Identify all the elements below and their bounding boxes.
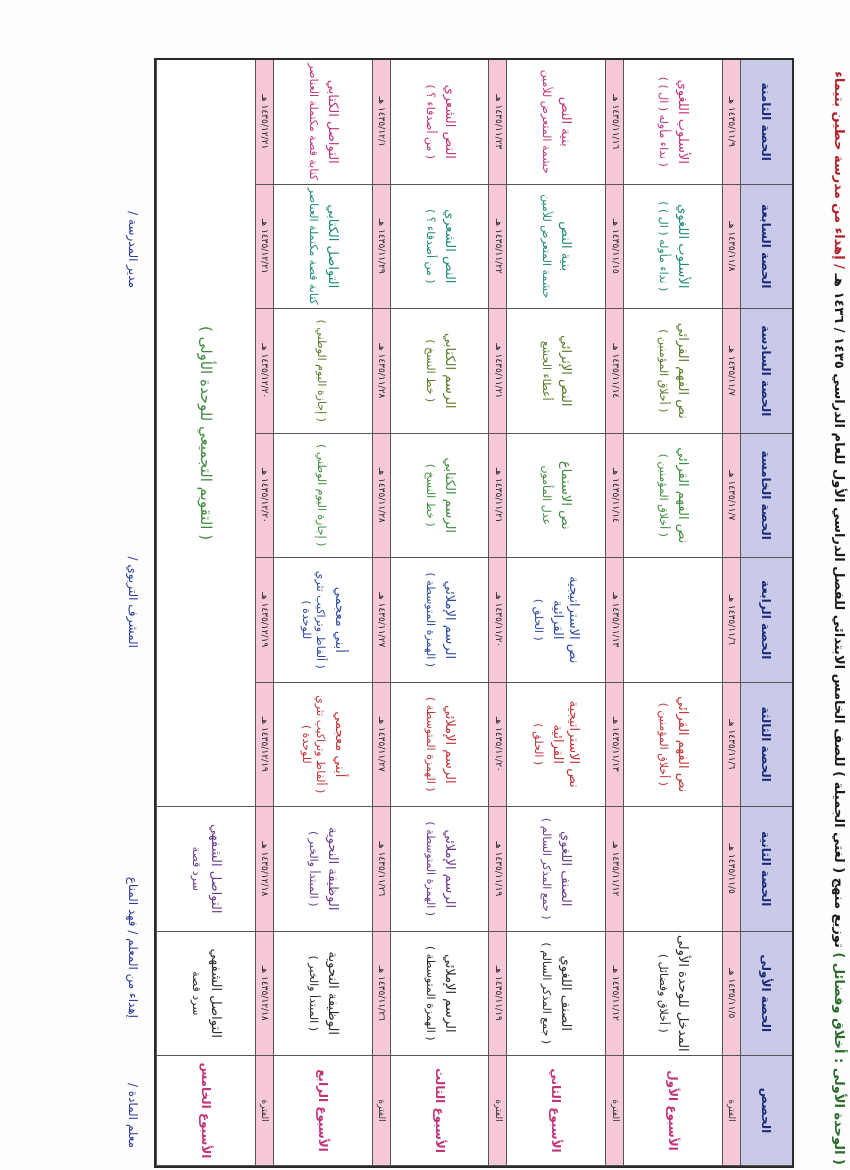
date-text: ١٤٣٥/١٢/٢١ هـ: [259, 218, 270, 274]
date-text: ١٤٣٥/١٢/١٨ هـ: [259, 965, 270, 1021]
date-cell: [605, 309, 623, 434]
date-text: ١٤٣٥/١٢/٢١ هـ: [259, 94, 270, 150]
date-text: ١٤٣٥/١١/٢٨ هـ: [376, 343, 387, 399]
date-text: ١٤٣٥/١١/٢٧ هـ: [376, 716, 387, 772]
date-text: ١٤٣٥/١٢/١٨ هـ: [259, 841, 270, 897]
date-text: ١٤٣٥/١١/٢٠ هـ: [492, 716, 503, 772]
week-label-text: الأسبوع الأول: [666, 1070, 681, 1151]
lesson-subtitle: ( نداء مأوله ( ال ) ): [657, 76, 671, 167]
lesson-title: نص الفهم القرائي: [675, 696, 691, 793]
date-text: ١٤٣٥/١١/١٣ هـ: [609, 716, 620, 772]
date-cell: [605, 683, 623, 808]
date-cell: [605, 434, 623, 559]
lesson-title: بنية النص: [558, 221, 574, 272]
lesson-cell: [390, 683, 489, 808]
period-label-text: الفترة: [726, 1099, 737, 1122]
date-cell: [372, 932, 390, 1057]
date-text: ١٤٣٥/١١/١٩ هـ: [492, 841, 503, 897]
lesson-cell: [390, 807, 489, 932]
footer-supervisor: المشرف التربوي /: [126, 556, 140, 648]
lesson-subtitle: ( من أصدقاء ؟ ): [423, 208, 437, 284]
lesson-subtitle: ( الحلق ): [532, 723, 546, 766]
date-cell: [722, 60, 740, 185]
header-label-text: الحصص: [759, 1087, 774, 1134]
header-period-text: الحصة الثامنة: [759, 82, 774, 161]
week-label-3: [390, 1056, 489, 1166]
lesson-cell: [390, 309, 489, 434]
lesson-title: المدخل للوحدة الأولى: [675, 934, 691, 1052]
lesson-cell: [623, 309, 722, 434]
lesson-subtitle: ( من أصدقاء ؟ ): [423, 84, 437, 160]
date-text: ١٤٣٥/١٢/١٩ هـ: [259, 592, 270, 648]
lesson-cell: [623, 558, 722, 683]
lesson-cell: [506, 932, 605, 1057]
lesson-title: النص الشعري: [441, 209, 457, 284]
lesson-title: التواصل الشفهي: [207, 948, 223, 1038]
date-text: ١٤٣٥/١١/٢٣ هـ: [492, 94, 503, 150]
header-period-6: [740, 309, 792, 434]
lesson-title: التواصل الشفهي: [207, 824, 223, 914]
date-cell: [722, 807, 740, 932]
lesson-cell: [273, 185, 372, 310]
date-cell: [605, 807, 623, 932]
date-cell: [722, 309, 740, 434]
header-periods-label: [740, 1056, 792, 1166]
header-period-8: [740, 60, 792, 185]
week-label-text: الأسبوع الثالث: [432, 1068, 447, 1153]
week-label-text: الأسبوع الرابع: [315, 1069, 330, 1152]
date-text: ١٤٣٥/١١/٢٧ هـ: [376, 592, 387, 648]
lesson-cell: [156, 932, 255, 1057]
date-cell: [488, 683, 506, 808]
date-cell: [372, 807, 390, 932]
lesson-title: الأسلوب اللغوي: [675, 204, 691, 289]
lesson-cell: [390, 434, 489, 559]
lesson-subtitle: عدل المأمون: [540, 465, 554, 526]
lesson-title: نص الاستراتيجية القرائية: [550, 700, 582, 788]
lesson-cell: [273, 807, 372, 932]
header-period-2: [740, 807, 792, 932]
date-cell: [255, 683, 273, 808]
header-period-4: [740, 558, 792, 683]
date-cell: [722, 185, 740, 310]
lesson-title: الوظيفة النحوية: [324, 951, 340, 1035]
date-text: ١٤٣٥/١١/٥ هـ: [726, 843, 737, 894]
date-cell: [372, 185, 390, 310]
footer-teacher: معلم المادة /: [126, 1082, 140, 1148]
date-text: ١٤٣٥/١١/٥ هـ: [726, 968, 737, 1019]
date-cell: [605, 932, 623, 1057]
lesson-cell: [506, 434, 605, 559]
date-text: ١٤٣٥/١١/١٢ هـ: [609, 841, 620, 897]
date-cell: [372, 683, 390, 808]
header-period-text: الحصة السادسة: [759, 325, 774, 417]
date-cell: [372, 434, 390, 559]
period-label-cell: [488, 1056, 506, 1166]
week-label-4: [273, 1056, 372, 1166]
header-period-3: [740, 683, 792, 808]
lesson-subtitle: ( أخلاق المؤمنين ): [657, 702, 671, 786]
lesson-subtitle: ( خط النسخ ): [423, 339, 437, 403]
signature-footer: [110, 58, 150, 1168]
lesson-cell: [623, 683, 722, 808]
lesson-title: نص الفهم القرائي: [675, 447, 691, 544]
lesson-cell: [156, 807, 255, 932]
lesson-cell: [273, 434, 372, 559]
lesson-subtitle: ( جمع المذكر السالم ): [540, 817, 554, 920]
lesson-cell: [623, 185, 722, 310]
date-cell: [372, 309, 390, 434]
lesson-cell: [273, 932, 372, 1057]
lesson-subtitle: سرد قصة: [189, 971, 203, 1016]
lesson-title: الرسم الكتابي: [441, 333, 457, 409]
lesson-cell: [273, 60, 372, 185]
lesson-title: أبني معجمي: [331, 711, 347, 778]
lesson-cell: [506, 683, 605, 808]
date-cell: [488, 558, 506, 683]
date-cell: [605, 185, 623, 310]
lesson-title: الرسم الإملائي: [441, 580, 457, 660]
assessment-span-cell: [156, 60, 255, 807]
week-label-text: الأسبوع الخامس: [198, 1062, 213, 1159]
lesson-subtitle: حشمة المتعرض للأمين: [540, 69, 554, 174]
lesson-cell: [506, 309, 605, 434]
date-cell: [488, 309, 506, 434]
date-text: ١٤٣٥/١٢/٢٠ هـ: [259, 467, 270, 523]
lesson-subtitle: ( الهمزة المتوسطة ): [423, 821, 437, 917]
lesson-subtitle: ( إجازة اليوم الوطني ): [314, 319, 328, 422]
date-text: ١٤٣٥/١٢/٢٠ هـ: [259, 343, 270, 399]
date-text: ١٤٣٥/١١/١٣ هـ: [609, 592, 620, 648]
date-cell: [605, 60, 623, 185]
date-cell: [255, 185, 273, 310]
date-text: ١٤٣٥/١١/١٩ هـ: [492, 965, 503, 1021]
lesson-cell: [623, 932, 722, 1057]
lesson-subtitle: ( الهمزة المتوسطة ): [423, 696, 437, 792]
lesson-title: أبني معجمي: [331, 586, 347, 653]
date-text: ١٤٣٥/١١/١٤ هـ: [609, 343, 620, 399]
period-label-text: الفترة: [259, 1099, 270, 1122]
lesson-title: نص الاستماع: [558, 460, 574, 530]
lesson-title: النص الشعري: [441, 84, 457, 159]
date-cell: [372, 60, 390, 185]
date-cell: [255, 60, 273, 185]
date-text: ١٤٣٥/١١/١٤ هـ: [609, 467, 620, 523]
header-period-text: الحصة الأولى: [759, 954, 774, 1033]
date-text: ١٤٣٥/١٢/١ هـ: [376, 96, 387, 147]
date-text: ١٤٣٥/١١/٢٨ هـ: [376, 467, 387, 523]
header-period-text: الحصة السابعة: [759, 204, 774, 289]
date-text: ١٤٣٥/١١/٧ هـ: [726, 470, 737, 521]
date-text: ١٤٣٥/١١/٢١ هـ: [492, 343, 503, 399]
lesson-title: نص الفهم القرائي: [675, 322, 691, 419]
lesson-subtitle: ( المبتدأ والخبر ): [306, 955, 320, 1032]
date-text: ١٤٣٥/١١/٢٦ هـ: [376, 841, 387, 897]
lesson-cell: [390, 932, 489, 1057]
lesson-title: الرسم الإملائي: [441, 953, 457, 1033]
lesson-subtitle: ( خط النسخ ): [423, 463, 437, 527]
header-period-text: الحصة الثانية: [759, 831, 774, 907]
page-title: [826, 0, 850, 1165]
title-part-main: توزيع منهج ( لغتي الجميلة ) للصف الخامس الابتدائي للفصل الدراسي الأول للعام الدراسي ١٤٣٥ / ١٤٣٦ هـ: [831, 273, 846, 948]
lesson-title: الرسم الكتابي: [441, 457, 457, 534]
date-text: ١٤٣٥/١١/٢٩ هـ: [376, 218, 387, 274]
week-label-text: الأسبوع الثاني: [549, 1068, 564, 1153]
date-text: ١٤٣٥/١٢/١٩ هـ: [259, 716, 270, 772]
assessment-text: ( التقويم التجميعي للوحدة الأولى ): [196, 325, 215, 541]
lesson-cell: [390, 185, 489, 310]
period-label-text: الفترة: [609, 1099, 620, 1122]
week-label-5: [156, 1056, 255, 1166]
lesson-subtitle: ( نداء مأوله ( ال ) ): [657, 201, 671, 292]
lesson-subtitle: ( إجازة اليوم الوطني ): [314, 444, 328, 547]
lesson-subtitle: ( الحلق ): [532, 598, 546, 641]
title-part-school: / إهداء من مدرسة حطين بتيماء: [831, 71, 846, 269]
lesson-subtitle: ( ألفاظ وتراكيب تثري للوحدة ): [299, 570, 327, 669]
date-text: ١٤٣٥/١١/٨ هـ: [726, 221, 737, 272]
header-period-5: [740, 434, 792, 559]
date-text: ١٤٣٥/١١/١٢ هـ: [609, 965, 620, 1021]
lesson-cell: [390, 60, 489, 185]
title-part-unit: ( الوحدة الأولى : أخلاق وفضائل ): [831, 952, 846, 1165]
period-label-cell: [255, 1056, 273, 1166]
header-period-text: الحصة الخامسة: [759, 450, 774, 540]
date-cell: [255, 309, 273, 434]
curriculum-table: [154, 58, 794, 1168]
date-text: ١٤٣٥/١١/٦ هـ: [726, 719, 737, 770]
date-cell: [255, 558, 273, 683]
period-label-text: الفترة: [376, 1099, 387, 1122]
lesson-cell: [390, 558, 489, 683]
date-text: ١٤٣٥/١١/٧ هـ: [726, 345, 737, 396]
lesson-subtitle: ( جمع المذكر السالم ): [540, 942, 554, 1045]
lesson-title: الرسم الإملائي: [441, 704, 457, 784]
header-period-1: [740, 932, 792, 1057]
lesson-subtitle: كتابة قصة مكتملة العناصر: [306, 63, 320, 181]
date-text: ١٤٣٥/١١/١٥ هـ: [609, 218, 620, 274]
lesson-subtitle: ( ألفاظ وتراكيب تثري للوحدة ): [299, 695, 327, 794]
date-cell: [722, 434, 740, 559]
lesson-title: التواصل الكتابي: [324, 204, 340, 289]
week-label-1: [623, 1056, 722, 1166]
period-label-cell: [722, 1056, 740, 1166]
date-text: ١٤٣٥/١١/٢٢ هـ: [492, 218, 503, 274]
period-label-text: الفترة: [492, 1099, 503, 1122]
lesson-title: الصنف اللغوي: [558, 831, 574, 907]
lesson-subtitle: ( أخلاق المؤمنين ): [657, 453, 671, 537]
lesson-cell: [273, 558, 372, 683]
week-label-2: [506, 1056, 605, 1166]
lesson-subtitle: ( المبتدأ والخبر ): [306, 830, 320, 907]
lesson-cell: [273, 683, 372, 808]
date-cell: [372, 558, 390, 683]
lesson-cell: [623, 807, 722, 932]
lesson-title: التواصل الكتابي: [324, 79, 340, 164]
lesson-subtitle: ( أخلاق المؤمنين ): [657, 329, 671, 413]
date-cell: [488, 807, 506, 932]
period-label-cell: [605, 1056, 623, 1166]
lesson-subtitle: حشمة المتعرض للأمين: [540, 194, 554, 299]
date-cell: [488, 185, 506, 310]
lesson-cell: [273, 309, 372, 434]
lesson-cell: [506, 558, 605, 683]
date-cell: [255, 932, 273, 1057]
date-cell: [722, 558, 740, 683]
lesson-cell: [506, 807, 605, 932]
date-text: ١٤٣٥/١١/٢٦ هـ: [376, 965, 387, 1021]
header-period-7: [740, 185, 792, 310]
period-label-cell: [372, 1056, 390, 1166]
lesson-subtitle: كتابة قصة مكتملة العناصر: [306, 187, 320, 305]
date-cell: [488, 60, 506, 185]
date-cell: [488, 932, 506, 1057]
date-text: ١٤٣٥/١١/٢١ هـ: [492, 467, 503, 523]
lesson-subtitle: سرد قصة: [189, 846, 203, 891]
footer-gift: إهداء من المعلم / فهد المناع: [126, 876, 140, 1018]
lesson-title: الرسم الإملائي: [441, 829, 457, 909]
date-text: ١٤٣٥/١١/٢٠ هـ: [492, 592, 503, 648]
lesson-cell: [506, 185, 605, 310]
lesson-cell: [623, 60, 722, 185]
lesson-title: الأسلوب اللغوي: [675, 79, 691, 164]
lesson-title: نص الاستراتيجية القرائية: [550, 576, 582, 664]
date-cell: [722, 932, 740, 1057]
date-cell: [255, 434, 273, 559]
lesson-title: الوظيفة النحوية: [324, 827, 340, 911]
lesson-cell: [623, 434, 722, 559]
date-cell: [255, 807, 273, 932]
lesson-subtitle: ( الهمزة المتوسطة ): [423, 572, 437, 668]
date-text: ١٤٣٥/١١/٦ هـ: [726, 594, 737, 645]
date-text: ١٤٣٥/١١/٩ هـ: [726, 96, 737, 147]
lesson-subtitle: أعطاء الجشع: [540, 340, 554, 401]
footer-principal: مدير المدرسة /: [126, 211, 140, 288]
date-text: ١٤٣٥/١١/١٦ هـ: [609, 94, 620, 150]
date-cell: [488, 434, 506, 559]
lesson-title: الصنف اللغوي: [558, 955, 574, 1031]
lesson-subtitle: ( أخلاق وفضائل ): [657, 953, 671, 1033]
header-period-text: الحصة الرابعة: [759, 580, 774, 660]
header-period-text: الحصة الثالثة: [759, 706, 774, 782]
date-cell: [722, 683, 740, 808]
lesson-title: النص الإثرائي: [558, 335, 574, 407]
lesson-subtitle: ( الهمزة المتوسطة ): [423, 945, 437, 1041]
date-cell: [605, 558, 623, 683]
lesson-title: بنية النص: [558, 96, 574, 147]
lesson-cell: [506, 60, 605, 185]
